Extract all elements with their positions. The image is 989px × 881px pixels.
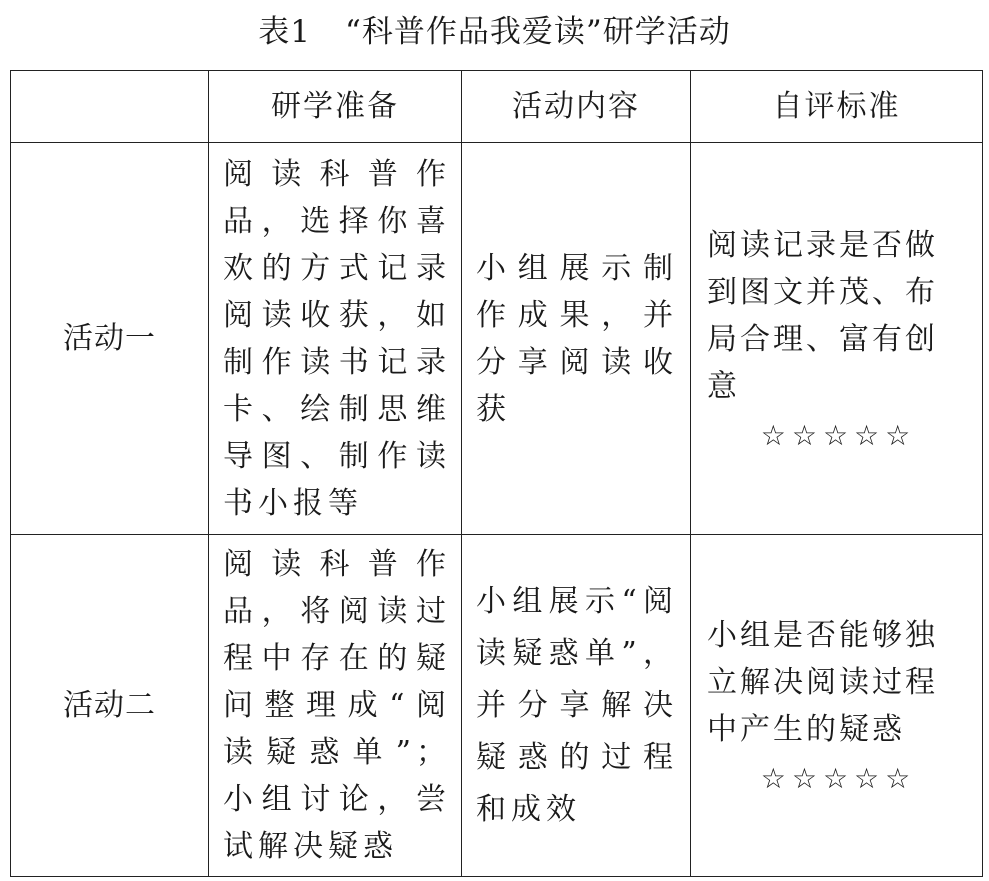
activity-table <box>10 70 983 877</box>
table-row <box>11 535 983 877</box>
rating-stars: ☆☆☆☆☆ <box>760 762 917 795</box>
criteria-cell <box>691 143 983 535</box>
table-title: “科普作品我爱读”研学活动 <box>345 14 731 50</box>
table-number: 表1 <box>258 14 312 50</box>
preparation-cell: 阅读科普作品，将阅读过程中存在的疑问整理成“阅读疑惑单”；小组讨论，尝试解决疑惑 <box>209 535 462 877</box>
table-row <box>11 143 983 535</box>
row-label: 活动一 <box>11 143 209 535</box>
row-label: 活动二 <box>11 535 209 877</box>
preparation-cell: 阅读科普作品，选择你喜欢的方式记录阅读收获，如制作读书记录卡、绘制思维导图、制作读书小报等 <box>209 143 462 535</box>
criteria-cell <box>691 535 983 877</box>
header-preparation: 研学准备 <box>209 71 462 143</box>
header-blank <box>11 71 209 143</box>
rating-stars: ☆☆☆☆☆ <box>760 418 917 452</box>
criteria-text: 小组是否能够独立解决阅读过程中产生的疑惑 <box>707 618 938 747</box>
header-content: 活动内容 <box>462 71 691 143</box>
criteria-text: 阅读记录是否做到图文并茂、布局合理、富有创意 <box>707 227 938 404</box>
content-cell: 小组展示制作成果，并分享阅读收获 <box>462 143 691 535</box>
header-criteria: 自评标准 <box>691 71 983 143</box>
content-cell: 小组展示“阅读疑惑单”，并分享解决疑惑的过程和成效 <box>462 535 691 877</box>
table-caption <box>0 10 989 54</box>
table-header-row <box>11 71 983 143</box>
